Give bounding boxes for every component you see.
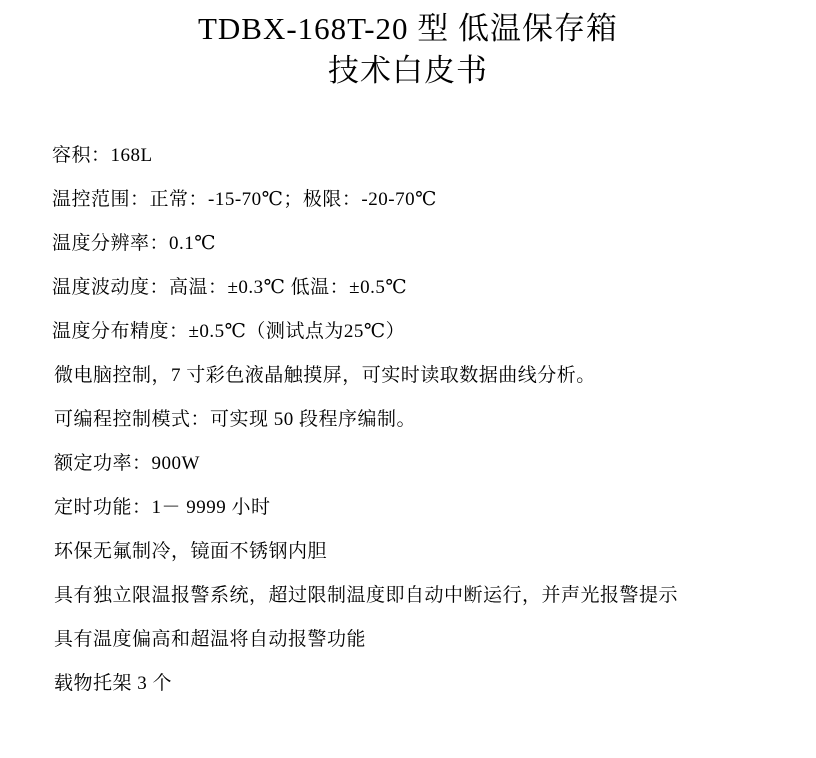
document-title <box>0 0 816 92</box>
spec-item-temp-fluctuation: 温度波动度：高温：±0.3℃ 低温：±0.5℃ <box>52 277 408 298</box>
spec-item-shelves: 载物托架 3 个 <box>54 673 173 694</box>
spec-item-refrigerant: 环保无氟制冷，镜面不锈钢内胆 <box>54 541 328 562</box>
spec-item-controller: 微电脑控制，7 寸彩色液晶触摸屏，可实时读取数据曲线分析。 <box>54 365 596 386</box>
spec-item-temp-range: 温控范围：正常：-15-70℃；极限：-20-70℃ <box>52 189 437 210</box>
spec-item-rated-power: 额定功率：900W <box>54 453 200 474</box>
spec-item-volume: 容积：168L <box>52 145 153 166</box>
spec-item-overtemp-alarm: 具有温度偏高和超温将自动报警功能 <box>54 629 367 650</box>
spec-item-temp-resolution: 温度分辨率：0.1℃ <box>52 233 217 254</box>
spec-item-programmable: 可编程控制模式：可实现 50 段程序编制。 <box>54 409 417 430</box>
spec-list <box>0 134 816 706</box>
title-line-1: TDBX-168T-20 型 低温保存箱 <box>197 11 619 46</box>
spec-item-temp-uniformity: 温度分布精度：±0.5℃（测试点为25℃） <box>52 321 406 342</box>
spec-item-alarm-system: 具有独立限温报警系统，超过限制温度即自动中断运行，并声光报警提示 <box>54 585 679 606</box>
spec-item-timer: 定时功能：1－ 9999 小时 <box>54 497 271 518</box>
title-line-2: 技术白皮书 <box>328 53 488 88</box>
